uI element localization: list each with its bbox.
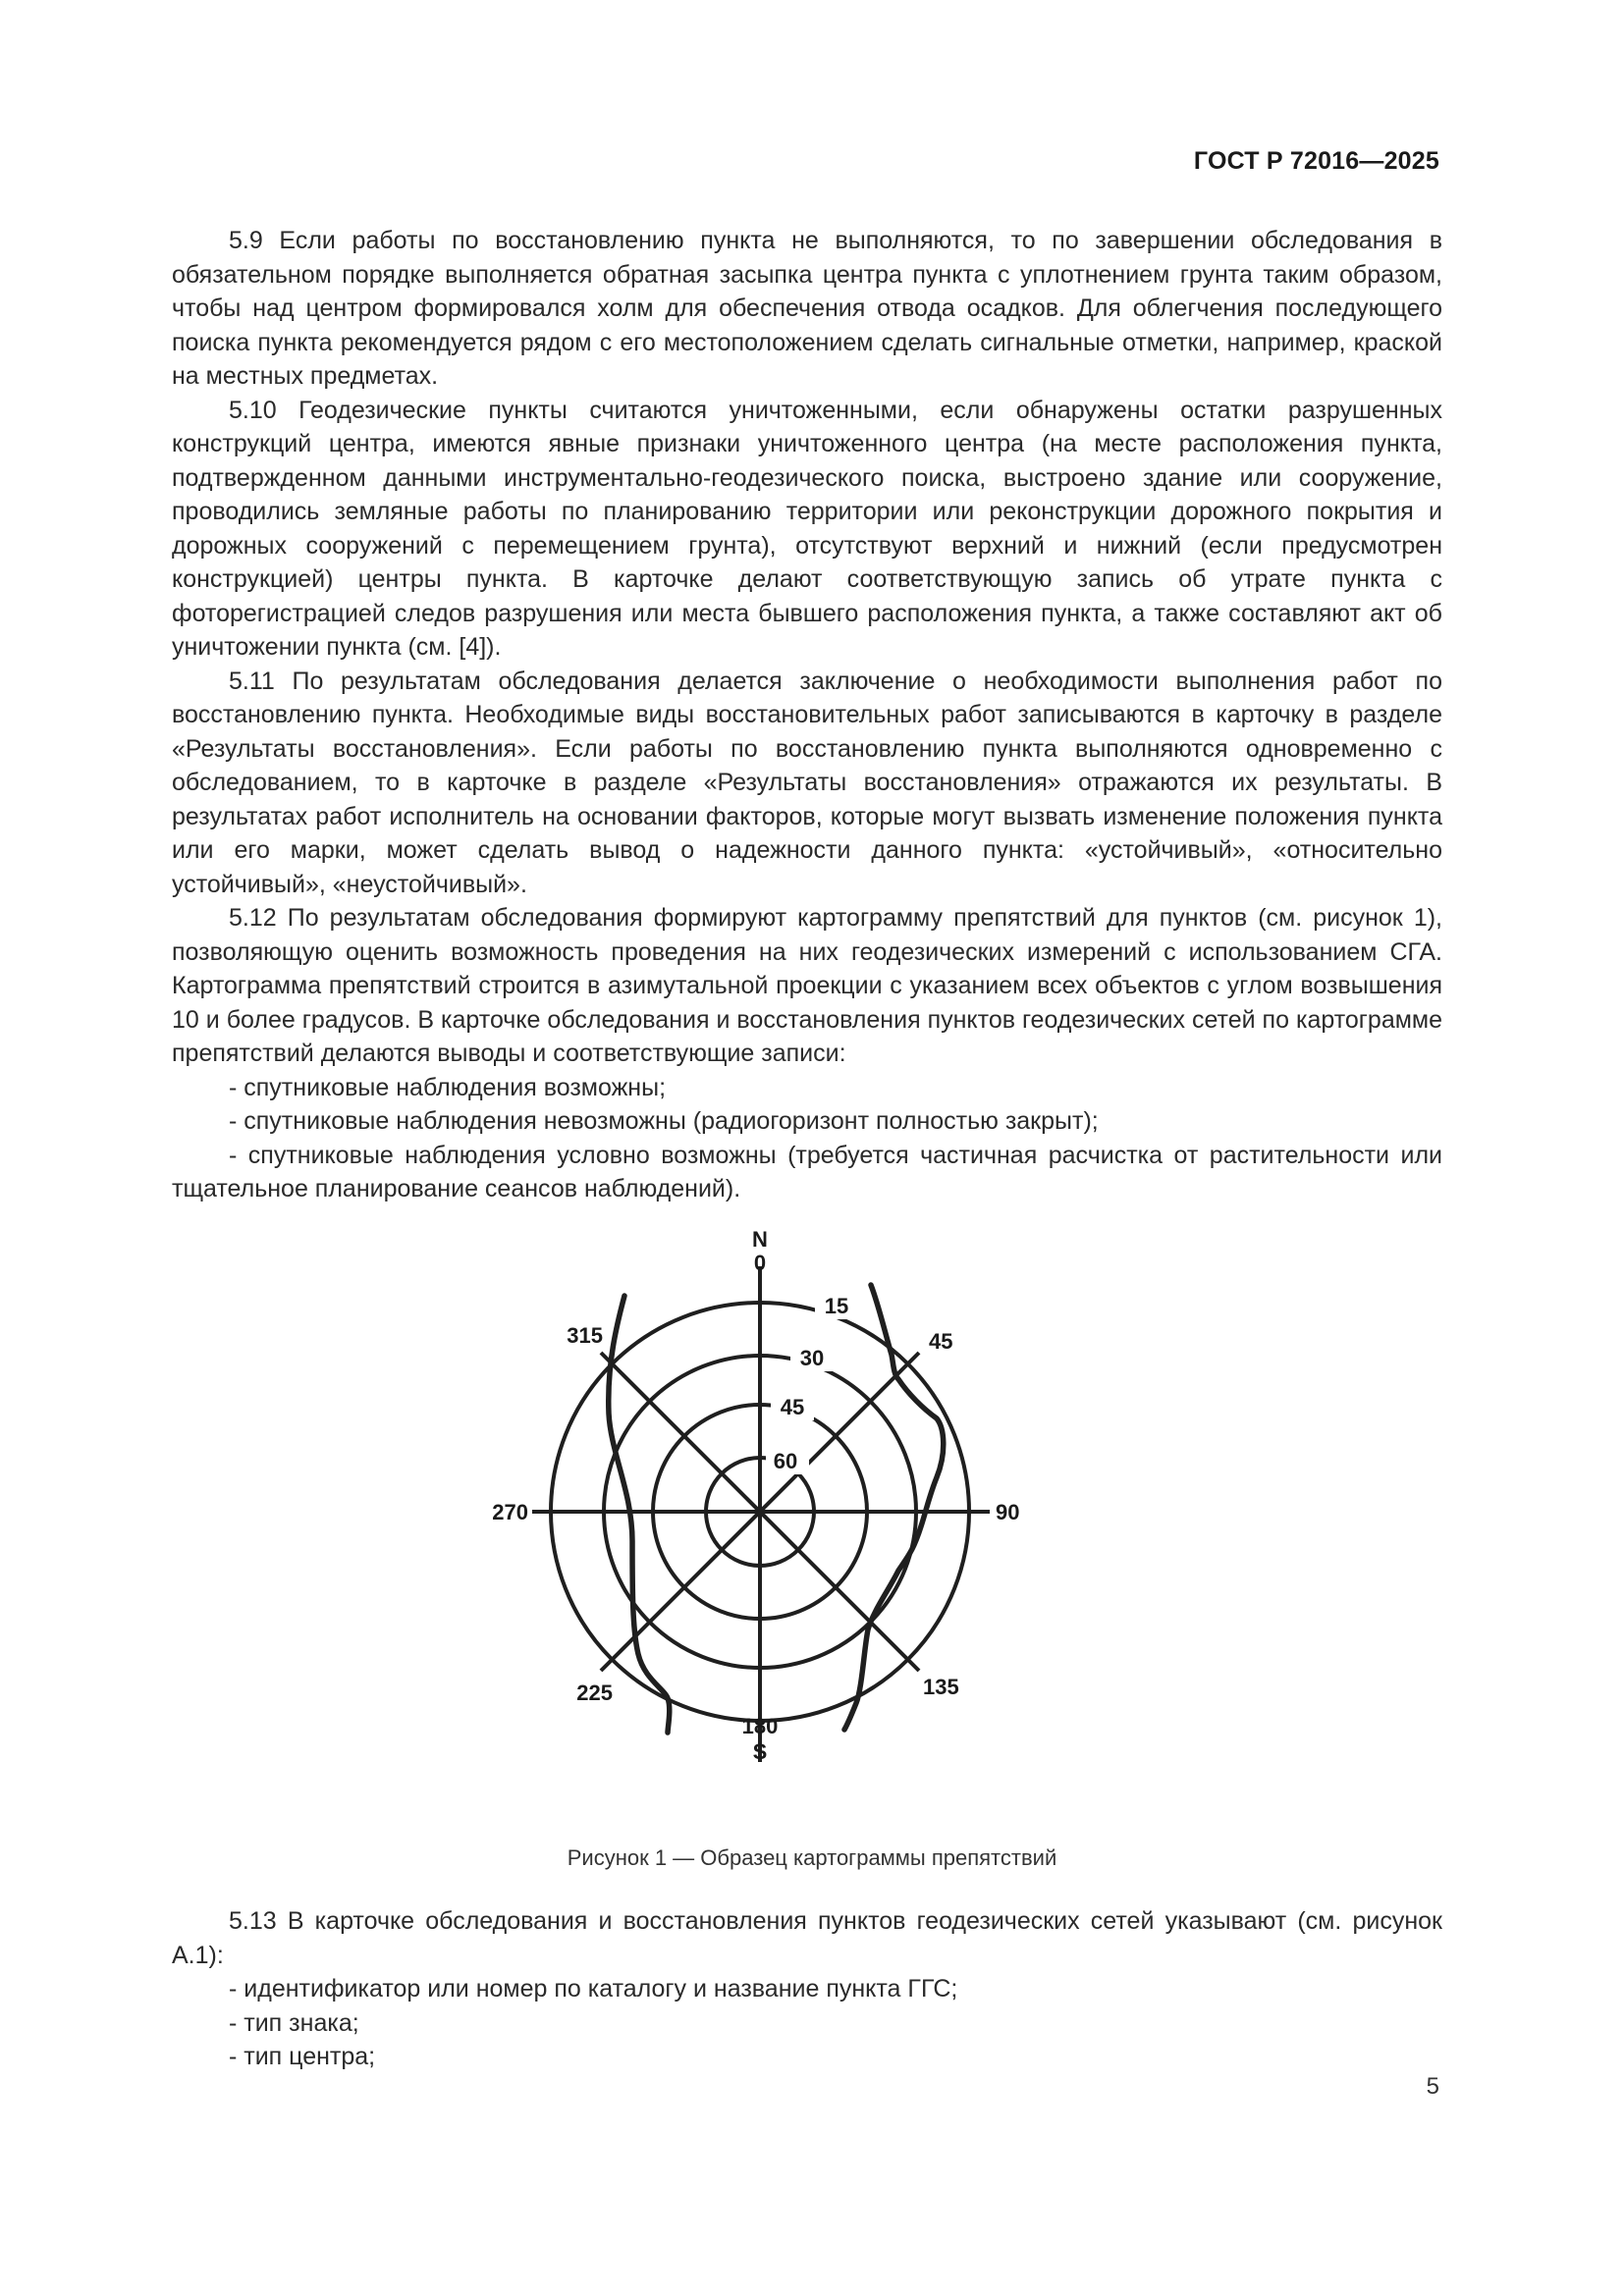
label-azimuth-135: 135: [923, 1675, 959, 1699]
list-item: - спутниковые наблюдения возможны;: [229, 1073, 667, 1101]
body-text: [172, 224, 1442, 1206]
document-id: ГОСТ Р 72016—2025: [1193, 147, 1439, 175]
page-number: 5: [1426, 2073, 1439, 2100]
label-ring-30: 30: [799, 1346, 825, 1370]
label-azimuth-45: 45: [929, 1329, 953, 1354]
paragraph-5-9: 5.9 Если работы по восстановлению пункта не выполняются, то по завершении обследования в обязательном порядке выполняется обратная засыпка центра пункта с уплотнением грунта таким образом, чтобы над центром формировался холм для обеспечения отвода осадков. Для облегчения последующего поиска пункта рекомендуется рядом с его местоположением сделать сигнальные отметки, например, краской на местных предметах.: [172, 227, 1442, 390]
paragraph-5-13: 5.13 В карточке обследования и восстановления пунктов геодезических сетей указывают (см. рисунок А.1):: [172, 1907, 1442, 1969]
label-azimuth-90: 90: [996, 1500, 1020, 1524]
label-ring-45: 45: [780, 1395, 805, 1419]
label-azimuth-180: 180: [741, 1714, 779, 1738]
figure-caption: Рисунок 1 — Образец картограммы препятствий: [567, 1845, 1057, 1870]
list-item: - спутниковые наблюдения условно возможны (требуется частичная расчистка от растительности или тщательное планирование сеансов наблюдений).: [172, 1141, 1442, 1202]
paragraph-5-12: 5.12 По результатам обследования формируют картограмму препятствий для пунктов (см. рисунок 1), позволяющую оценить возможность проведения на них геодезических измерений с использованием СГА. Картограмма препятствий строится в азимутальной проекции с указанием всех объектов с углом возвышения 10 и более градусов. В карточке обследования и восстановления пунктов геодезических сетей по картограмме препятствий делаются выводы и соответствующие записи:: [172, 904, 1442, 1067]
polar-diagram: [491, 1217, 1080, 1767]
list-item: - идентификатор или номер по каталогу и название пункта ГГС;: [229, 1975, 958, 2002]
obstruction-chart: [491, 1217, 1080, 1767]
list-item: - спутниковые наблюдения невозможны (радиогоризонт полностью закрыт);: [229, 1107, 1099, 1135]
label-ring-15: 15: [824, 1294, 849, 1318]
label-azimuth-315: 315: [567, 1323, 603, 1348]
label-azimuth-225: 225: [576, 1681, 613, 1705]
paragraph-5-11: 5.11 По результатам обследования делается заключение о необходимости выполнения работ по восстановлению пункта. Необходимые виды восстановительных работ записываются в карточку в разделе «Результаты восстановления». Если работы по восстановлению пункта выполняются одновременно с обследованием, то в карточке в разделе «Результаты восстановления» отражаются их результаты. В результатах работ исполнитель на основании факторов, которые могут вызвать изменение положения пункта или его марки, может сделать вывод о надежности данного пункта: «устойчивый», «относительно устойчивый», «неустойчивый».: [172, 667, 1442, 898]
label-north-letter: N: [752, 1227, 768, 1252]
label-azimuth-0: 0: [753, 1251, 767, 1275]
list-item: - тип знака;: [229, 2008, 359, 2037]
label-south-letter: S: [752, 1739, 768, 1764]
paragraph-5-10: 5.10 Геодезические пункты считаются уничтоженными, если обнаружены остатки разрушенных конструкций центра, имеются явные признаки уничтоженного центра (на месте расположения пункта, подтвержденном данными инструментально-геодезического поиска, выстроено здание или сооружение, проводились земляные работы по планированию территории или реконструкции дорожного покрытия и дорожных сооружений с перемещением грунта), отсутствуют верхний и нижний (если предусмотрен конструкцией) центры пункта. В карточке делают соответствующую запись об утрате пункта с фоторегистрацией следов разрушения или места бывшего расположения пункта, а также составляют акт об уничтожении пункта (см. [4]).: [172, 396, 1442, 661]
label-ring-60: 60: [773, 1449, 798, 1473]
label-azimuth-270: 270: [492, 1500, 528, 1524]
body-text-5-13: [172, 1904, 1442, 2074]
list-item: - тип центра;: [229, 2043, 376, 2070]
